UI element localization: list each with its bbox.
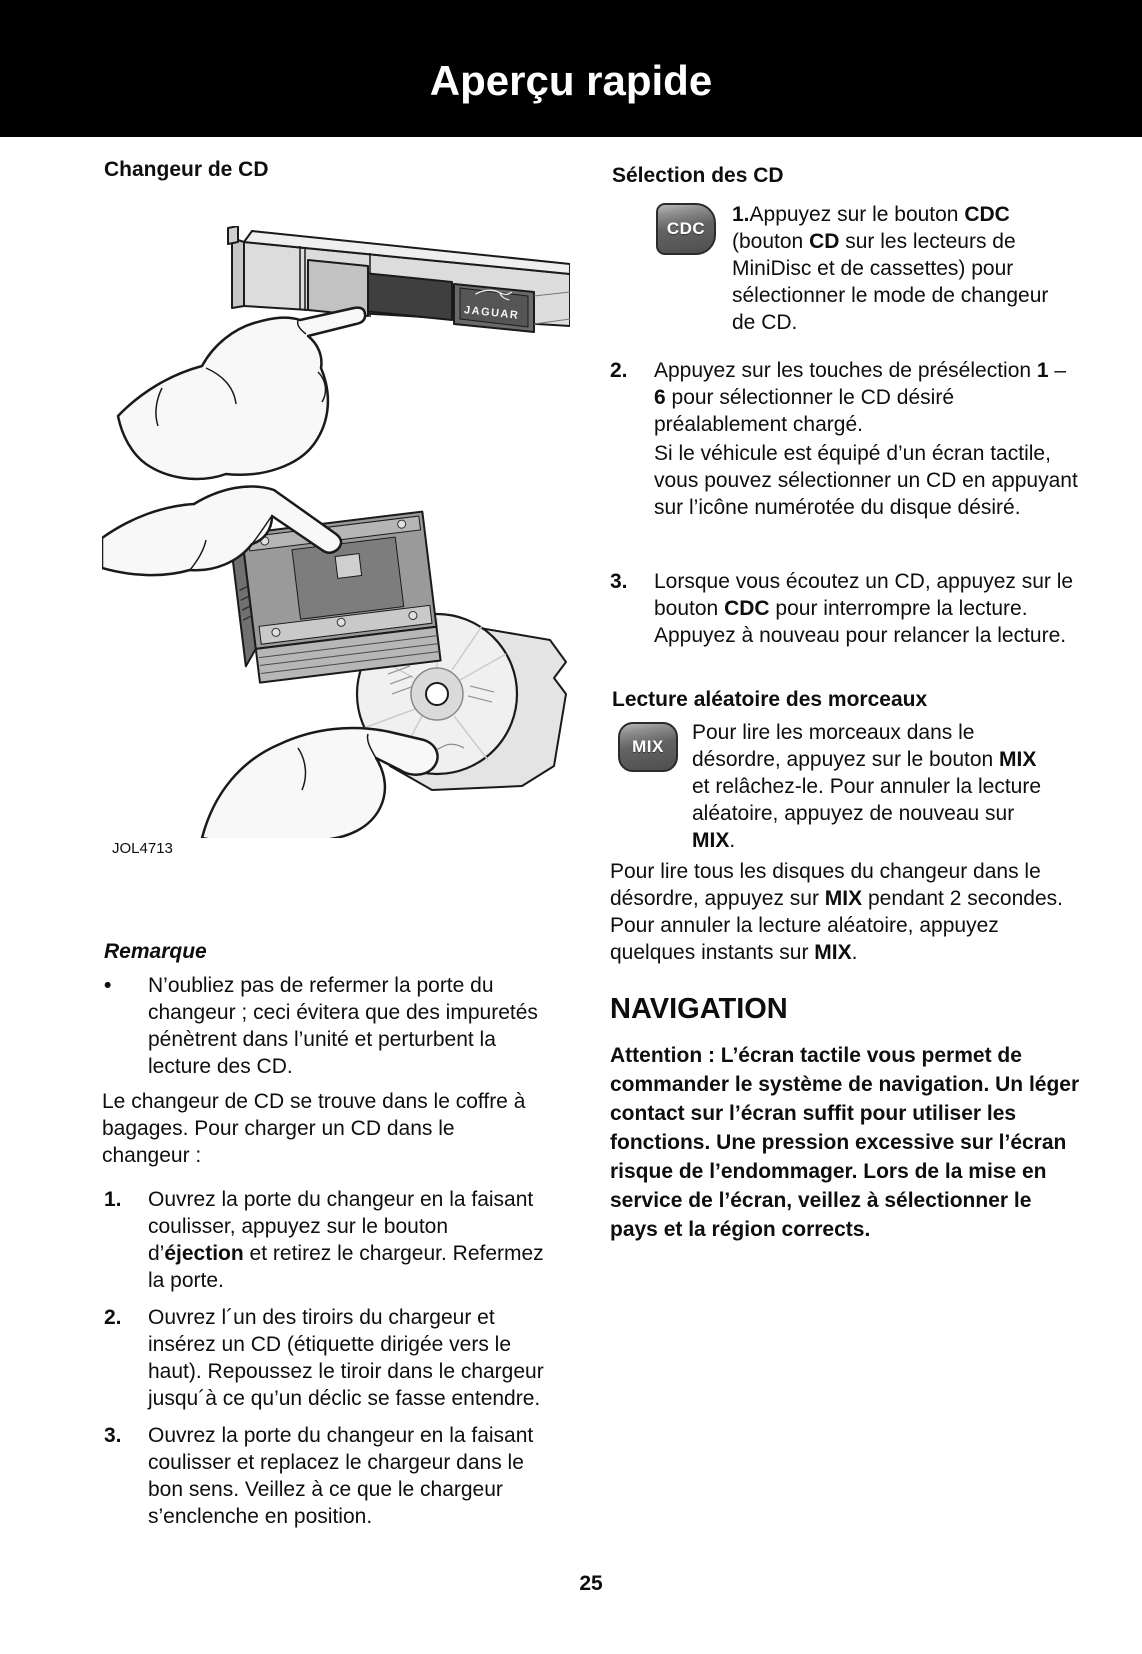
svg-text:JAGUAR: JAGUAR [463,304,520,322]
page-header-band [0,0,1142,137]
list-number: 3. [104,1424,122,1447]
mix-paragraph [610,719,1080,854]
list-number: 2. [610,359,628,382]
cd-changer-illustration [102,226,570,838]
right-column [610,150,1080,1570]
figure-caption: JOL4713 [112,840,173,857]
list-item-select-2 [610,357,1080,438]
navigation-warning: Attention : L’écran tactile vous permet de commander le système de navigation. Un léger contact sur l’écran suffit pour utiliser les fonctions. Une pression excessive sur l’écran risque de l’endommager. Lors de la mise en service de l’écran, veillez à sélectionner le pays et la région corrects. [610,1044,1080,1241]
intro-paragraph: Le changeur de CD se trouve dans le coffre à bagages. Pour charger un CD dans le changeur : [102,1090,526,1167]
section-heading-random-play: Lecture aléatoire des morceaux [612,688,928,711]
list-item-text: Lorsque vous écoutez un CD, appuyez sur le bouton CDC pour interrompre la lecture. Appuyez à nouveau pour relancer la lecture. [654,570,1074,647]
changer-left-cap [232,238,244,308]
mix-button-icon: MIX [618,722,678,772]
list-item-text: Ouvrez la porte du changeur en la faisant coulisser et replacez le chargeur dans le bon sens. Veillez à ce que le chargeur s’enclenche en position. [148,1424,534,1528]
list-item-load-1 [102,1186,547,1294]
list-item-text: Appuyez sur les touches de présélection 1 – 6 pour sélectionner le CD désiré préalablement chargé. [654,359,1067,436]
list-number: 3. [610,570,628,593]
mix-all-paragraph: Pour lire tous les disques du changeur dans le désordre, appuyez sur MIX pendant 2 secondes. Pour annuler la lecture aléatoire, appuyez quelques instants sur MIX. [610,860,1063,964]
list-item-text: 1.Appuyez sur le bouton CDC (bouton CD sur les lecteurs de MiniDisc et de cassettes) pour sélectionner le mode de changeur de CD. [732,203,1049,334]
pushing-hand [118,308,365,479]
list-number: 2. [104,1306,122,1329]
cdc-button-icon: CDC [656,203,716,255]
holding-hand-bottom [202,728,438,838]
list-item-load-2 [102,1304,547,1412]
list-item-text: Ouvrez l´un des tiroirs du chargeur et insérez un CD (étiquette dirigée vers le haut). Repoussez le tiroir dans le chargeur jusqu´à ce qu’un déclic se fasse entendre. [148,1306,544,1410]
section-heading-cd-changer: Changeur de CD [104,158,269,181]
note-heading: Remarque [104,940,207,963]
section-heading-navigation: NAVIGATION [610,993,788,1025]
bullet-dot: • [104,974,112,997]
changer-left-tab [228,226,238,244]
left-column [102,150,570,1570]
list-item-load-3 [102,1422,547,1530]
note-bullet-item [102,972,547,1080]
touchscreen-note: Si le véhicule est équipé d’un écran tactile, vous pouvez sélectionner un CD en appuyant sur l’icône numérotée du disque désiré. [654,442,1078,519]
list-item-text: Ouvrez la porte du changeur en la faisant coulisser, appuyez sur le bouton d’éjection et retirez le chargeur. Refermez la porte. [148,1188,544,1292]
section-heading-cd-selection: Sélection des CD [612,164,784,187]
mix-paragraph-text: Pour lire les morceaux dans le désordre, appuyez sur le bouton MIX et relâchez-le. Pour annuler la lecture aléatoire, appuyez de nouveau sur MIX. [692,721,1042,852]
list-item-select-3 [610,568,1080,649]
list-item-select-1 [610,201,1080,336]
note-bullet-text: N’oubliez pas de refermer la porte du changeur ; ceci évitera que des impuretés pénètrent dans l’unité et perturbent la lecture des CD. [148,974,538,1078]
page-number: 25 [579,1572,603,1595]
page-title: Aperçu rapide [429,57,713,104]
list-number: 1. [104,1188,122,1211]
